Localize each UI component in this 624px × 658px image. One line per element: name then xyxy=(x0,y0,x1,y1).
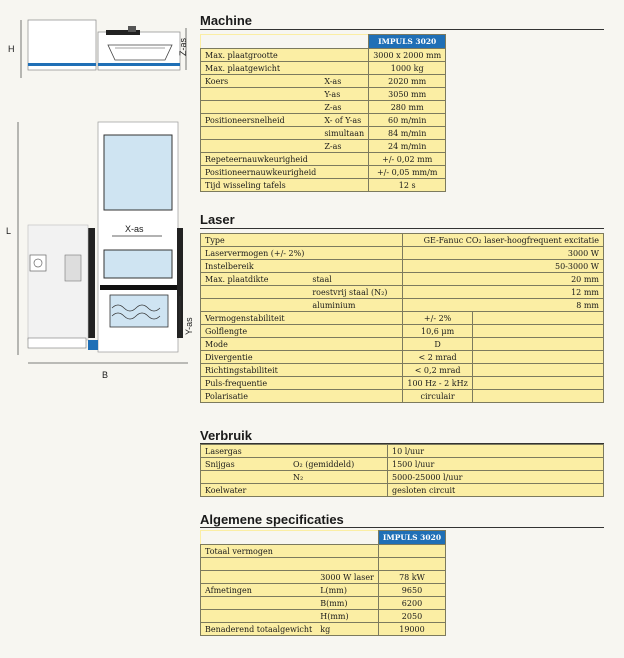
table-cell: N₂ xyxy=(289,471,388,484)
table-cell: Instelbereik xyxy=(201,260,309,273)
table-cell: Totaal vermogen xyxy=(201,545,317,558)
label-z-axis: Z-as xyxy=(178,38,188,56)
table-cell: Afmetingen xyxy=(201,584,317,597)
table-cell xyxy=(472,325,603,338)
table-cell: Laservermogen (+/- 2%) xyxy=(201,247,309,260)
table-row xyxy=(201,127,446,140)
table-row xyxy=(201,166,446,179)
table-cell: simultaan xyxy=(320,127,368,140)
divider xyxy=(200,527,604,528)
table-row xyxy=(201,179,446,192)
divider xyxy=(200,29,604,30)
table-cell: Benaderend totaalgewicht xyxy=(201,623,317,636)
table-cell: Z-as xyxy=(320,140,368,153)
table-row xyxy=(201,584,446,597)
verbruik-table xyxy=(200,444,604,497)
table-cell: Richtingstabiliteit xyxy=(201,364,403,377)
table-cell xyxy=(472,338,603,351)
table-cell xyxy=(316,545,378,558)
table-row xyxy=(201,140,446,153)
table-cell: circulair xyxy=(403,390,472,403)
table-cell: Puls-frequentie xyxy=(201,377,403,390)
divider xyxy=(200,228,604,229)
table-cell: 3050 mm xyxy=(369,88,446,101)
table-cell: 9650 xyxy=(378,584,445,597)
table-cell xyxy=(201,88,321,101)
top-view xyxy=(18,122,188,363)
table-cell: Positioneernauwkeurigheid xyxy=(201,166,321,179)
table-row xyxy=(201,234,604,247)
table-cell: 84 m/min xyxy=(369,127,446,140)
table-cell: X-as xyxy=(320,75,368,88)
label-l: L xyxy=(6,226,12,236)
table-cell: roestvrij staal (N₂) xyxy=(308,286,403,299)
table-row xyxy=(201,299,604,312)
table-cell xyxy=(320,49,368,62)
table-cell: Vermogenstabiliteit xyxy=(201,312,403,325)
label-h: H xyxy=(8,44,15,54)
table-cell xyxy=(320,179,368,192)
table-cell xyxy=(308,260,403,273)
table-row xyxy=(201,484,604,497)
table-cell: +/- 2% xyxy=(403,312,472,325)
table-row xyxy=(201,458,604,471)
table-cell xyxy=(472,390,603,403)
table-row xyxy=(201,597,446,610)
table-row xyxy=(201,312,604,325)
table-cell: Tijd wisseling tafels xyxy=(201,179,321,192)
table-cell: 1500 l/uur xyxy=(388,458,604,471)
table-cell xyxy=(289,445,388,458)
table-row xyxy=(201,62,446,75)
table-cell: 3000 W xyxy=(403,247,604,260)
table-cell xyxy=(201,299,309,312)
side-view xyxy=(21,20,186,78)
table-cell xyxy=(201,140,321,153)
table-cell: 2020 mm xyxy=(369,75,446,88)
laser-title: Laser xyxy=(200,212,235,227)
table-cell: 6200 xyxy=(378,597,445,610)
table-cell: Golflengte xyxy=(201,325,403,338)
table-cell: Divergentie xyxy=(201,351,403,364)
table-cell: Type xyxy=(201,234,309,247)
table-cell: 10,6 μm xyxy=(403,325,472,338)
algemeen-title: Algemene specificaties xyxy=(200,512,344,527)
table-cell xyxy=(320,153,368,166)
table-cell: Koers xyxy=(201,75,321,88)
table-cell: 5000-25000 l/uur xyxy=(388,471,604,484)
table-cell: Repeteernauwkeurigheid xyxy=(201,153,321,166)
table-cell: GE-Fanuc CO₂ laser-hoogfrequent excitatie xyxy=(403,234,604,247)
table-cell: 10 l/uur xyxy=(388,445,604,458)
table-cell xyxy=(201,127,321,140)
table-cell: O₂ (gemiddeld) xyxy=(289,458,388,471)
table-row xyxy=(201,260,604,273)
table-cell xyxy=(289,484,388,497)
label-b: B xyxy=(102,370,109,380)
table-row xyxy=(201,273,604,286)
table-cell: aluminium xyxy=(308,299,403,312)
table-cell: 12 s xyxy=(369,179,446,192)
table-cell: Z-as xyxy=(320,101,368,114)
table-cell: 1000 kg xyxy=(369,62,446,75)
laser-table xyxy=(200,233,604,403)
machine-header: IMPULS 3020 xyxy=(369,35,446,49)
table-cell: 100 Hz - 2 kHz xyxy=(403,377,472,390)
table-row xyxy=(201,338,604,351)
table-cell: X- of Y-as xyxy=(320,114,368,127)
table-cell xyxy=(201,286,309,299)
table-cell: Snijgas xyxy=(201,458,290,471)
table-row xyxy=(201,571,446,584)
table-cell: 50-3000 W xyxy=(403,260,604,273)
table-row xyxy=(201,445,604,458)
table-cell: 12 mm xyxy=(403,286,604,299)
table-cell xyxy=(308,247,403,260)
table-cell xyxy=(472,377,603,390)
table-cell: Positioneersnelheid xyxy=(201,114,321,127)
table-cell xyxy=(320,166,368,179)
table-cell xyxy=(308,234,403,247)
table-row xyxy=(201,610,446,623)
table-cell: 2050 xyxy=(378,610,445,623)
table-cell: Max. plaatdikte xyxy=(201,273,309,286)
table-cell xyxy=(201,571,317,584)
table-row xyxy=(201,471,604,484)
table-cell: H(mm) xyxy=(316,610,378,623)
table-row xyxy=(201,153,446,166)
table-cell: 20 mm xyxy=(403,273,604,286)
table-cell xyxy=(201,610,317,623)
verbruik-title: Verbruik xyxy=(200,428,253,443)
table-row xyxy=(201,390,604,403)
table-row xyxy=(201,623,446,636)
table-cell: 3000 W laser xyxy=(316,571,378,584)
table-row xyxy=(201,88,446,101)
table-row xyxy=(201,325,604,338)
table-cell: < 0,2 mrad xyxy=(403,364,472,377)
table-cell: Koelwater xyxy=(201,484,290,497)
table-cell: B(mm) xyxy=(316,597,378,610)
table-cell xyxy=(316,558,378,571)
table-cell: Y-as xyxy=(320,88,368,101)
table-cell xyxy=(472,351,603,364)
table-row xyxy=(201,558,446,571)
table-cell xyxy=(201,101,321,114)
table-cell: 280 mm xyxy=(369,101,446,114)
table-cell: 78 kW xyxy=(378,571,445,584)
table-cell: +/- 0,02 mm xyxy=(369,153,446,166)
table-cell: +/- 0,05 mm/m xyxy=(369,166,446,179)
label-y-axis: Y-as xyxy=(184,317,194,335)
table-cell: 60 m/min xyxy=(369,114,446,127)
algemeen-header: IMPULS 3020 xyxy=(378,531,445,545)
table-cell xyxy=(201,597,317,610)
table-cell xyxy=(201,558,317,571)
table-row xyxy=(201,75,446,88)
table-cell: < 2 mrad xyxy=(403,351,472,364)
table-cell: Lasergas xyxy=(201,445,290,458)
table-row xyxy=(201,114,446,127)
table-row xyxy=(201,49,446,62)
algemeen-table xyxy=(200,530,446,636)
table-row xyxy=(201,351,604,364)
table-cell xyxy=(378,545,445,558)
table-cell: Mode xyxy=(201,338,403,351)
table-cell: Polarisatie xyxy=(201,390,403,403)
table-cell xyxy=(201,471,290,484)
machine-table xyxy=(200,34,446,192)
table-cell: Max. plaatgewicht xyxy=(201,62,321,75)
table-cell xyxy=(378,558,445,571)
table-row xyxy=(201,545,446,558)
table-row xyxy=(201,364,604,377)
label-x-axis: X-as xyxy=(125,224,144,234)
table-cell xyxy=(320,62,368,75)
table-cell: 24 m/min xyxy=(369,140,446,153)
table-row xyxy=(201,377,604,390)
table-row xyxy=(201,101,446,114)
table-cell: L(mm) xyxy=(316,584,378,597)
table-row xyxy=(201,247,604,260)
table-cell: D xyxy=(403,338,472,351)
table-cell: gesloten circuit xyxy=(388,484,604,497)
table-cell xyxy=(472,312,603,325)
machine-title: Machine xyxy=(200,13,253,28)
table-row xyxy=(201,286,604,299)
table-cell: kg xyxy=(316,623,378,636)
table-cell: 3000 x 2000 mm xyxy=(369,49,446,62)
table-cell xyxy=(472,364,603,377)
machine-diagram xyxy=(0,0,195,400)
table-cell: 8 mm xyxy=(403,299,604,312)
table-cell: Max. plaatgrootte xyxy=(201,49,321,62)
table-cell: 19000 xyxy=(378,623,445,636)
table-cell: staal xyxy=(308,273,403,286)
